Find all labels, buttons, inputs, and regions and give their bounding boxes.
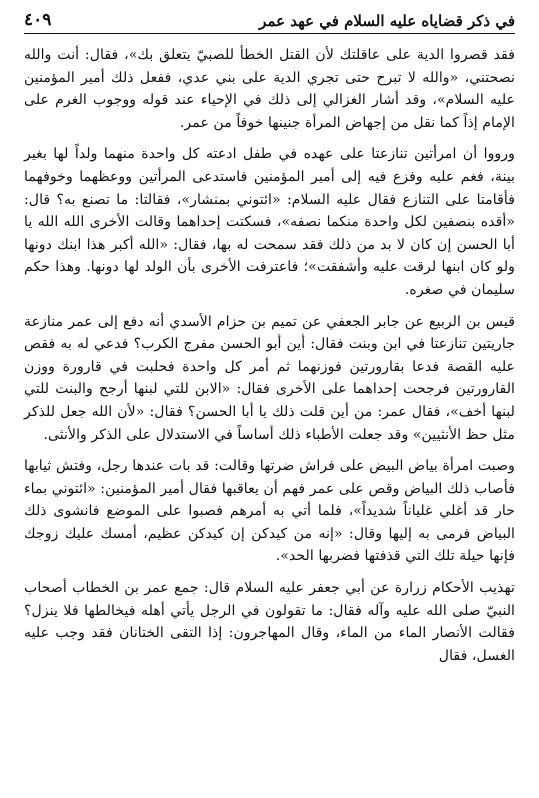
paragraph-gap — [24, 302, 515, 311]
header-title: في ذكر قضاياه عليه السلام في عهد عمر — [259, 12, 515, 30]
paragraph-1: فقد قصروا الدية على عاقلتك لأن القتل الخطأ للصبيّ يتعلق بك»، فقال: أنت والله نصحتني، «والله لا تبرح حتى تجري الدية على بني عدي، ففعل ذلك أمير المؤمنين عليه السلام»، وقد أشار الغزالي إلى ذلك في الإحياء عند قوله ووجوب الغرم على الإمام إذاً كما نقل من إجهاض المرأة جنينها خوفاً من عمر. — [24, 47, 515, 131]
paragraph-4: وصبت امرأة بياض البيض على فراش ضرتها وقالت: قد بات عندها رجل، وفتش ثيابها فأصاب ذلك البياض وقص على عمر فهم أن يعاقبها فقال أمير المؤمنين: «ائتوني بماء حار قد أغلي غلياناً شديداً»، فلما أتي به أمرهم فصبوا على الموضع فانشوى ذلك البياض فرمى به إليها وقال: «إنه من كيدكن إن كيدكن عظيم، أمسك عليك زوجك فإنها حيلة تلك التي قذفتها فضربها الحد». — [24, 458, 515, 565]
page-number: ٤٠٩ — [24, 10, 52, 30]
paragraph-5: تهذيب الأحكام زرارة عن أبي جعفر عليه السلام قال: جمع عمر بن الخطاب أصحاب النبيّ صلى الله عليه وآله فقال: ما تقولون في الرجل يأتي أهله فيخالطها فلا ينزل؟ فقالت الأنصار الماء من الماء، وقال المهاجرون: إذا التقى الختانان فقد وجب عليه الغسل، فقال — [24, 580, 515, 664]
paragraph-3: قيس بن الربيع عن جابر الجعفي عن تميم بن حزام الأسدي أنه دفع إلى عمر منازعة جاريتين تنازعتا في ابن وبنت فقال: أين أبو الحسن مفرج الكرب؟ فدعي له به فقص عليه القصة فدعا بقارورتين فوزنهما ثم أمر كل واحدة فحلبت في قارورة ووزن القارورتين فرجحت إحداهما على الأخرى فقال: «الابن للتي لبنها أرجح والبنت للتي لبنها أخف»، فقال عمر: من أين قلت ذلك يا أبا الحسن؟ فقال: «لأن الله جعل للذكر مثل حظ الأنثيين» وقد جعلت الأطباء ذلك أساساً في الاستدلال على الذكر والأنثى. — [24, 313, 515, 443]
body-text — [24, 44, 515, 667]
paragraph-gap — [24, 134, 515, 143]
header-rule — [24, 33, 515, 34]
paragraph-2: ورووا أن امرأتين تنازعتا على عهده في طفل ادعته كل واحدة منهما ولداً لها بغير بينة، فغم عليه وفزع فيه إلى أمير المؤمنين فاستدعى المرأتين ووعظهما وخوفهما فأقامتا على التنازع فقال عليه السلام: «ائتوني بمنشار»، فقالتا: ما تصنع به؟ قال: «أقده بنصفين لكل واحدة منكما نصفه»، فسكتت إحداهما وقالت الأخرى الله الله يا أبا الحسن إن كان لا بد من ذلك فقد سمحت له بها، فقال: «الله أكبر هذا ابنك دونها ولو كان ابنها لرقت عليه وأشفقت»؛ فاعترفت الأخرى بأن الولد لها دونها. وهذا حكم سليمان في صغره. — [24, 146, 515, 298]
running-header — [24, 4, 515, 30]
paragraph-gap — [24, 568, 515, 577]
paragraph-gap — [24, 446, 515, 455]
